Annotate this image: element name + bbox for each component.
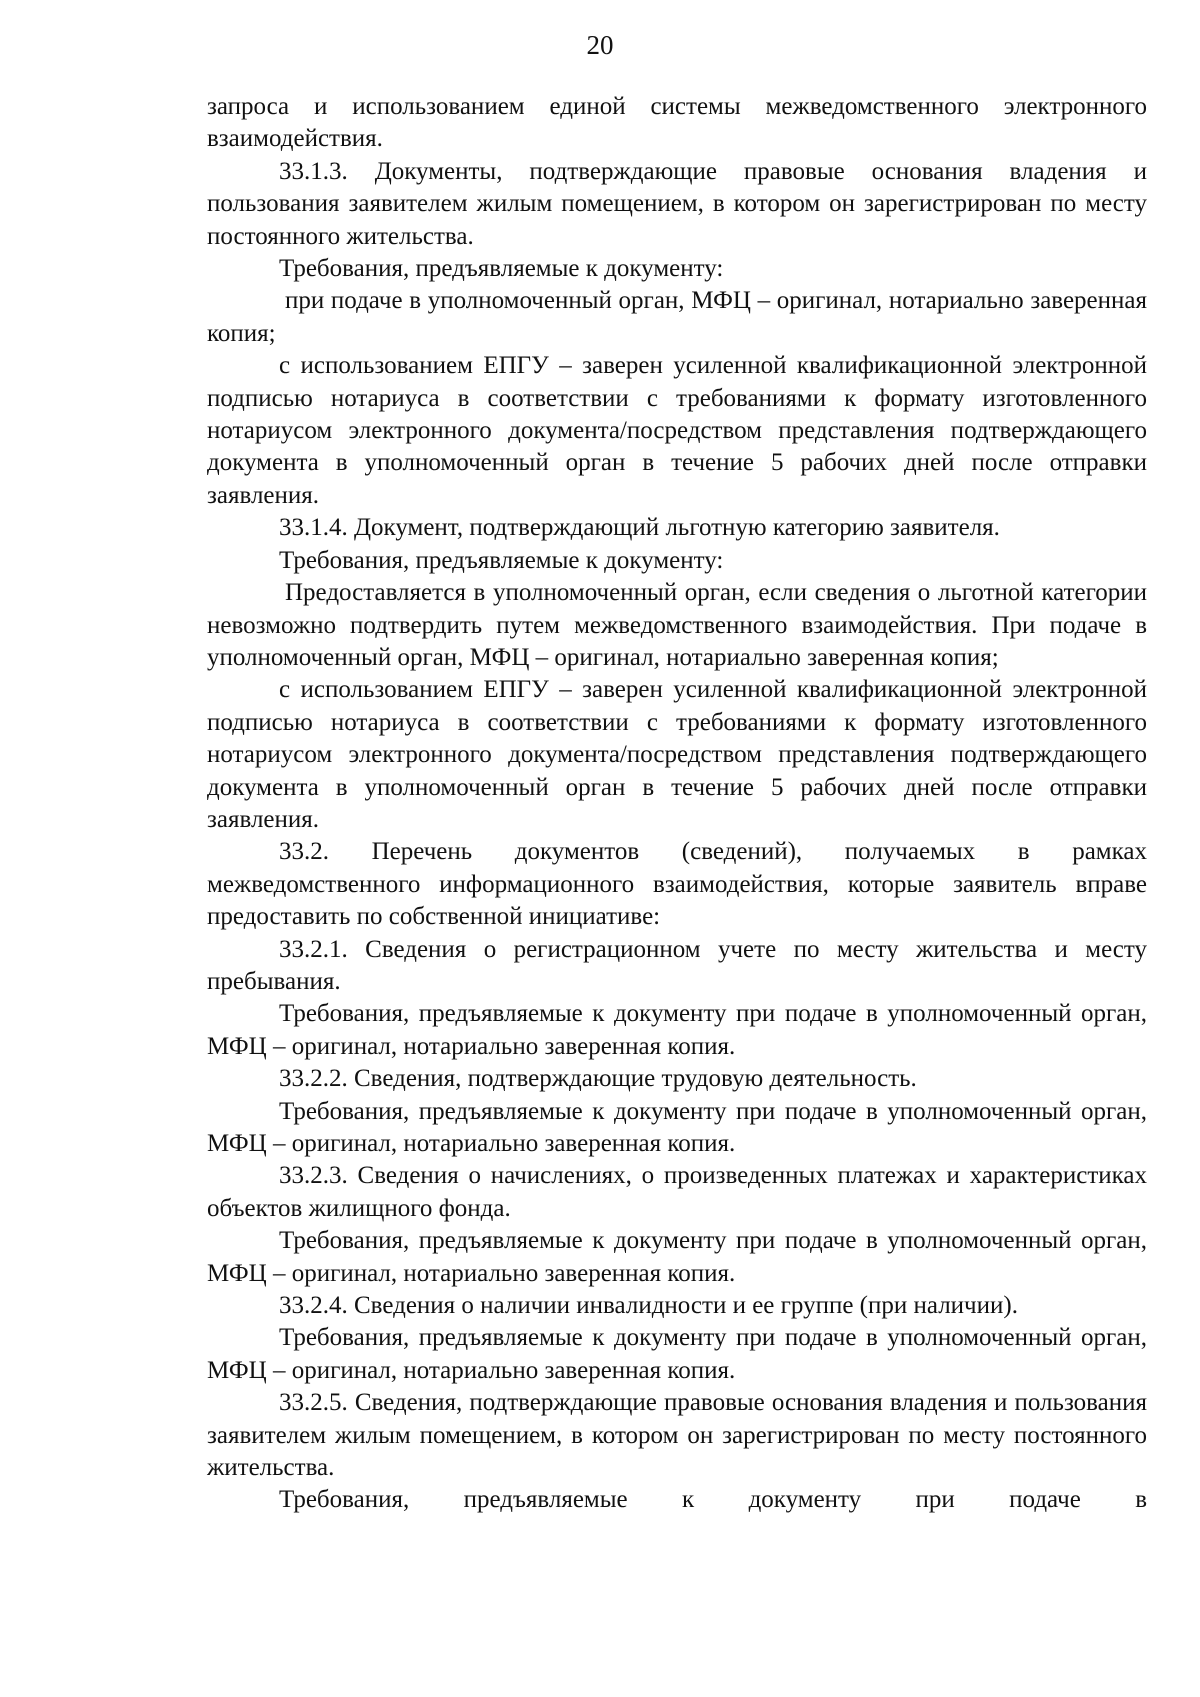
paragraph-requirements-heading: Требования, предъявляемые к документу: [279, 255, 724, 283]
paragraph-33-2: 33.2. Перечень документов (сведений), получаемых в рамках межведомственного информационного взаимодействия, которые заявитель вправе предоставить по собственной инициативе: [207, 838, 1147, 931]
paragraph-requirements: Требования, предъявляемые к документу при подаче в уполномоченный орган, МФЦ – оригинал, нотариально заверенная копия. [207, 1324, 1147, 1384]
paragraph-33-2-4: 33.2.4. Сведения о наличии инвалидности и ее группе (при наличии). [279, 1292, 1018, 1320]
page-number: 20 [586, 30, 614, 60]
paragraph-33-1-3: 33.1.3. Документы, подтверждающие правовые основания владения и пользования заявителем жилым помещением, в котором он зарегистрирован по месту постоянного жительства. [207, 157, 1147, 250]
paragraph-requirements: Требования, предъявляемые к документу при подаче в уполномоченный орган, МФЦ – оригинал, нотариально заверенная копия. [207, 1000, 1147, 1060]
paragraph-33-2-3: 33.2.3. Сведения о начислениях, о произведенных платежах и характеристиках объектов жилищного фонда. [207, 1162, 1147, 1222]
paragraph-33-2-5: 33.2.5. Сведения, подтверждающие правовые основания владения и пользования заявителем жилым помещением, в котором он зарегистрирован по месту постоянного жительства. [207, 1389, 1147, 1482]
document-body [207, 91, 1147, 1517]
paragraph-requirements-heading: Требования, предъявляемые к документу: [279, 546, 724, 574]
paragraph-requirements: Требования, предъявляемые к документу при подаче в уполномоченный орган, МФЦ – оригинал, нотариально заверенная копия. [207, 1227, 1147, 1287]
paragraph-requirements-truncated: Требования, предъявляемые к документу при подаче в [279, 1486, 1147, 1514]
paragraph-33-1-4: 33.1.4. Документ, подтверждающий льготную категорию заявителя. [279, 514, 1000, 542]
paragraph-33-2-2: 33.2.2. Сведения, подтверждающие трудовую деятельность. [279, 1065, 917, 1093]
paragraph-submission-epgu: с использованием ЕПГУ – заверен усиленной квалификационной электронной подписью нотариуса в соответствии с требованиями к формату изготовленного нотариусом электронного документа/посредством представления подтверждающего документа в уполномоченный орган в течение 5 рабочих дней после отправки заявления. [207, 676, 1147, 833]
paragraph-33-2-1: 33.2.1. Сведения о регистрационном учете по месту жительства и месту пребывания. [207, 935, 1147, 995]
paragraph-requirements: Требования, предъявляемые к документу при подаче в уполномоченный орган, МФЦ – оригинал, нотариально заверенная копия. [207, 1097, 1147, 1157]
paragraph-submission-office: при подаче в уполномоченный орган, МФЦ – оригинал, нотариально заверенная копия; [207, 287, 1147, 347]
paragraph-continuation: запроса и использованием единой системы межведомственного электронного взаимодействия. [207, 93, 1147, 153]
paragraph-submission-epgu: с использованием ЕПГУ – заверен усиленной квалификационной электронной подписью нотариуса в соответствии с требованиями к формату изготовленного нотариусом электронного документа/посредством представления подтверждающего документа в уполномоченный орган в течение 5 рабочих дней после отправки заявления. [207, 352, 1147, 509]
paragraph-preferential-category: Предоставляется в уполномоченный орган, если сведения о льготной категории невозможно подтвердить путем межведомственного взаимодействия. При подаче в уполномоченный орган, МФЦ – оригинал, нотариально заверенная копия; [207, 579, 1147, 671]
